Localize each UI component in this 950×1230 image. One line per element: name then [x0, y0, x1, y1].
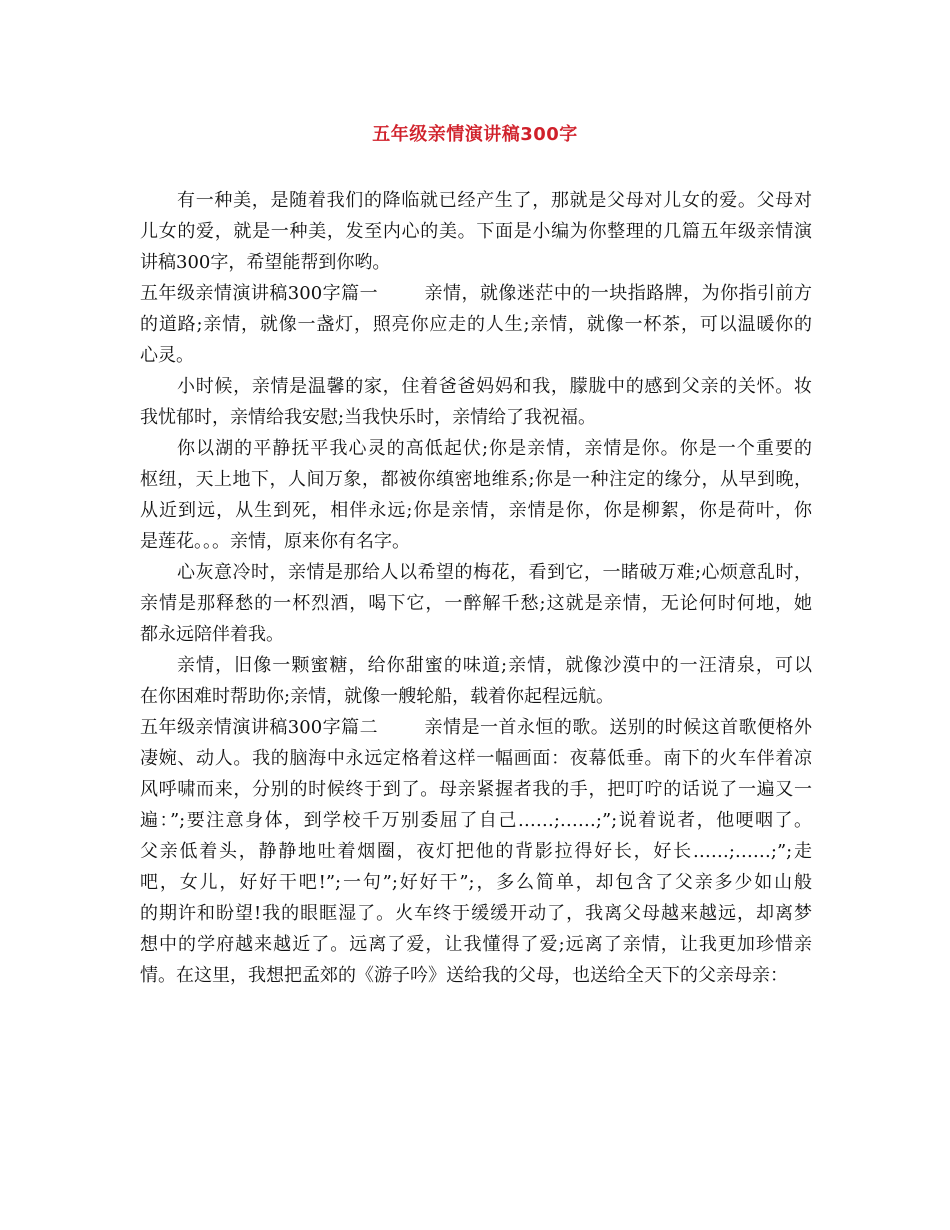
- paragraph-line: [140, 588, 812, 619]
- section-heading-line: [140, 278, 812, 309]
- line-text: 从近到远，从生到死，相伴永远;你是亲情，亲情是你，你是柳絮，你是荷叶，你: [140, 500, 812, 521]
- paragraph-line: [140, 402, 812, 433]
- paragraph-line: [140, 743, 812, 774]
- paragraph-line: [140, 185, 812, 216]
- paragraph-line: [140, 247, 812, 278]
- line-text: 在你困难时帮助你;亲情，就像一艘轮船，载着你起程远航。: [140, 686, 615, 707]
- line-text: 我忧郁时，亲情给我安慰;当我快乐时，亲情给了我祝福。: [140, 407, 597, 428]
- line-text: 亲情是一首永恒的歌。送别的时候这首歌便格外: [424, 717, 812, 738]
- paragraph-line: [140, 650, 812, 681]
- paragraph-line: [140, 960, 812, 991]
- line-text: 枢纽，天上地下，人间万象，都被你缜密地维系;你是一种注定的缘分，从早到晚，: [140, 469, 812, 490]
- paragraph-line: [140, 340, 812, 371]
- line-text: 情。在这里，我想把孟郊的《游子吟》送给我的父母，也送给全天下的父亲母亲：: [140, 965, 788, 986]
- paragraph-line: [140, 557, 812, 588]
- paragraph-line: [140, 495, 812, 526]
- line-text: 都永远陪伴着我。: [140, 624, 284, 645]
- line-text: 吧，女儿，好好干吧!”;一句”;好好干”;，多么简单，却包含了父亲多少如山般: [140, 872, 812, 893]
- paragraph-line: [140, 216, 812, 247]
- paragraph-line: [140, 619, 812, 650]
- line-text: 有一种美，是随着我们的降临就已经产生了，那就是父母对儿女的爱。父母对: [177, 190, 812, 211]
- section-heading: 五年级亲情演讲稿300字篇一: [140, 283, 379, 304]
- line-text: 心灵。: [140, 345, 194, 366]
- line-text: 的期许和盼望!我的眼眶湿了。火车终于缓缓开动了，我离父母越来越远，却离梦: [140, 903, 812, 924]
- paragraph-line: [140, 371, 812, 402]
- line-text: 想中的学府越来越近了。远离了爱，让我懂得了爱;远离了亲情，让我更加珍惜亲: [140, 934, 812, 955]
- paragraph-line: [140, 836, 812, 867]
- line-text: 遍：”;要注意身体，到学校千万别委屈了自己……;……;”;说着说者，他哽咽了。: [140, 810, 812, 831]
- section-heading: 五年级亲情演讲稿300字篇二: [140, 717, 379, 738]
- line-text: 你以湖的平静抚平我心灵的高低起伏;你是亲情，亲情是你。你是一个重要的: [177, 438, 812, 459]
- line-text: 父亲低着头，静静地吐着烟圈，夜灯把他的背影拉得好长，好长……;……;”;走: [140, 841, 812, 862]
- line-text: 小时候，亲情是温馨的家，住着爸爸妈妈和我，朦胧中的感到父亲的关怀。妆: [177, 376, 812, 397]
- paragraph-line: [140, 681, 812, 712]
- line-text: 是莲花。。。亲情，原来你有名字。: [140, 531, 410, 552]
- paragraph-line: [140, 774, 812, 805]
- line-text: 心灰意冷时，亲情是那给人以希望的梅花，看到它，一睹破万难;心烦意乱时，: [177, 562, 812, 583]
- line-text: 风呼啸而来，分别的时候终于到了。母亲紧握者我的手，把叮咛的话说了一遍又一: [140, 779, 812, 800]
- paragraph-line: [140, 309, 812, 340]
- section-heading-line: [140, 712, 812, 743]
- document-title: 五年级亲情演讲稿300字: [372, 124, 578, 145]
- line-text: 儿女的爱，就是一种美，发至内心的美。下面是小编为你整理的几篇五年级亲情演: [140, 221, 812, 242]
- document-body: [140, 185, 812, 991]
- line-text: 亲情，旧像一颗蜜糖，给你甜蜜的味道;亲情，就像沙漠中的一汪清泉，可以: [177, 655, 812, 676]
- paragraph-line: [140, 898, 812, 929]
- paragraph-line: [140, 805, 812, 836]
- line-text: 的道路;亲情，就像一盏灯，照亮你应走的人生;亲情，就像一杯茶，可以温暖你的: [140, 314, 812, 335]
- line-text: 亲情，就像迷茫中的一块指路牌，为你指引前方: [424, 283, 812, 304]
- paragraph-line: [140, 526, 812, 557]
- line-text: 凄婉、动人。我的脑海中永远定格着这样一幅画面：夜幕低垂。南下的火车伴着凉: [140, 748, 812, 769]
- paragraph-line: [140, 929, 812, 960]
- paragraph-line: [140, 433, 812, 464]
- line-text: 讲稿300字，希望能帮到你哟。: [140, 252, 391, 273]
- paragraph-line: [140, 464, 812, 495]
- paragraph-line: [140, 867, 812, 898]
- line-text: 亲情是那释愁的一杯烈酒，喝下它，一醉解千愁;这就是亲情，无论何时何地，她: [140, 593, 812, 614]
